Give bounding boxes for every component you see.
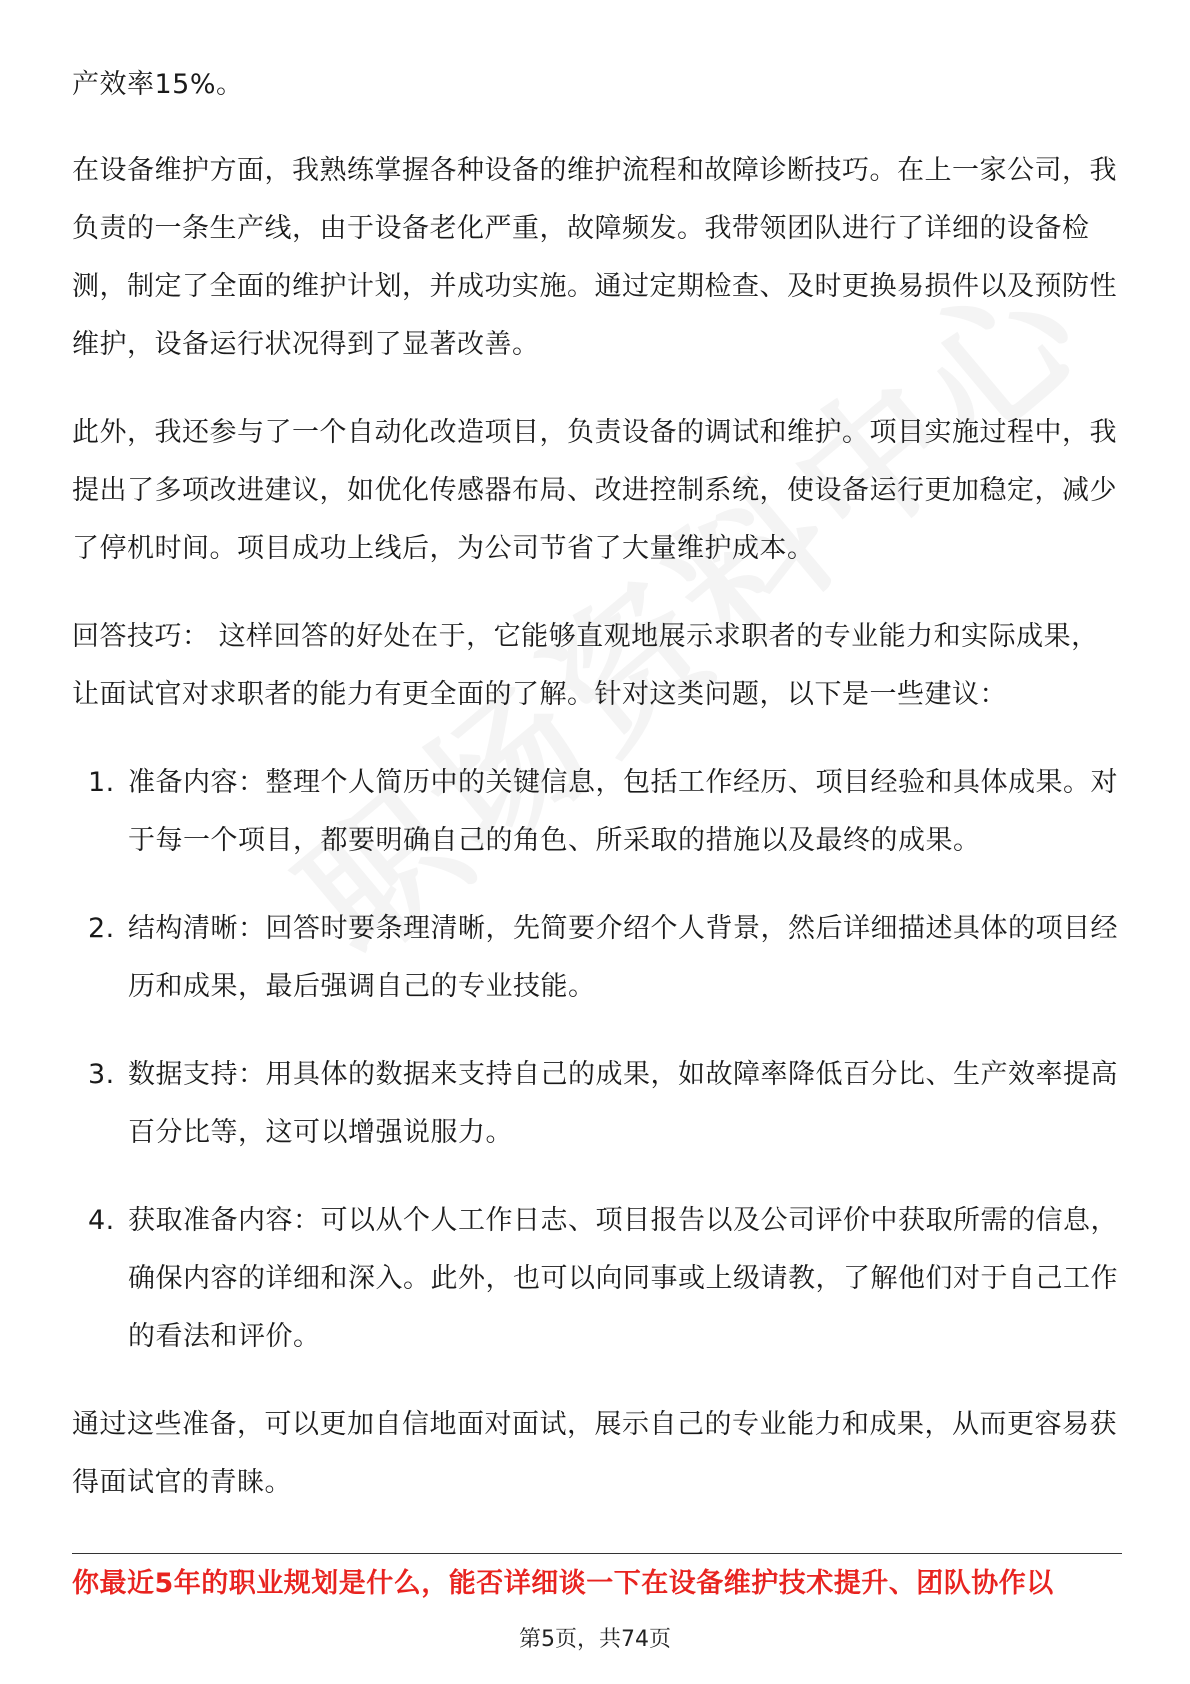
list-item [72, 1046, 1122, 1162]
list-item [72, 1192, 1122, 1366]
paragraph-automation-project: 此外，我还参与了一个自动化改造项目，负责设备的调试和维护。项目实施过程中，我提出了多项改进建议，如优化传感器布局、改进控制系统，使设备运行更加稳定，减少了停机时间。项目成功上线后，为公司节省了大量维护成本。 [72, 417, 1117, 564]
list-item-number: 2. [88, 913, 115, 944]
paragraph-conclusion: 通过这些准备，可以更加自信地面对面试，展示自己的专业能力和成果，从而更容易获得面试官的青睐。 [72, 1409, 1117, 1498]
list-item-number: 4. [88, 1205, 115, 1236]
section-divider [72, 1553, 1122, 1554]
document-body [72, 56, 1122, 1542]
list-item-number: 1. [88, 767, 115, 798]
list-item [72, 754, 1122, 870]
tips-list [72, 754, 1122, 1366]
paragraph-equipment-maintenance: 在设备维护方面，我熟练掌握各种设备的维护流程和故障诊断技巧。在上一家公司，我负责的一条生产线，由于设备老化严重，故障频发。我带领团队进行了详细的设备检测，制定了全面的维护计划，并成功实施。通过定期检查、及时更换易损件以及预防性维护，设备运行状况得到了显著改善。 [72, 155, 1117, 360]
paragraph-continuation: 产效率15%。 [72, 69, 244, 100]
list-item-text: 数据支持：用具体的数据来支持自己的成果，如故障率降低百分比、生产效率提高百分比等，这可以增强说服力。 [128, 1059, 1118, 1148]
list-item [72, 900, 1122, 1016]
next-question-heading: 你最近5年的职业规划是什么，能否详细谈一下在设备维护技术提升、团队协作以 [72, 1568, 1054, 1599]
list-item-text: 结构清晰：回答时要条理清晰，先简要介绍个人背景，然后详细描述具体的项目经历和成果，最后强调自己的专业技能。 [128, 913, 1118, 1002]
paragraph-answer-tips: 回答技巧： 这样回答的好处在于，它能够直观地展示求职者的专业能力和实际成果，让面试官对求职者的能力有更全面的了解。针对这类问题，以下是一些建议： [72, 621, 1099, 710]
page-number: 第5页，共74页 [519, 1627, 671, 1652]
list-item-text: 准备内容：整理个人简历中的关键信息，包括工作经历、项目经验和具体成果。对于每一个项目，都要明确自己的角色、所采取的措施以及最终的成果。 [128, 767, 1118, 856]
list-item-number: 3. [88, 1059, 115, 1090]
list-item-text: 获取准备内容：可以从个人工作日志、项目报告以及公司评价中获取所需的信息，确保内容的详细和深入。此外，也可以向同事或上级请教，了解他们对于自己工作的看法和评价。 [128, 1205, 1118, 1352]
